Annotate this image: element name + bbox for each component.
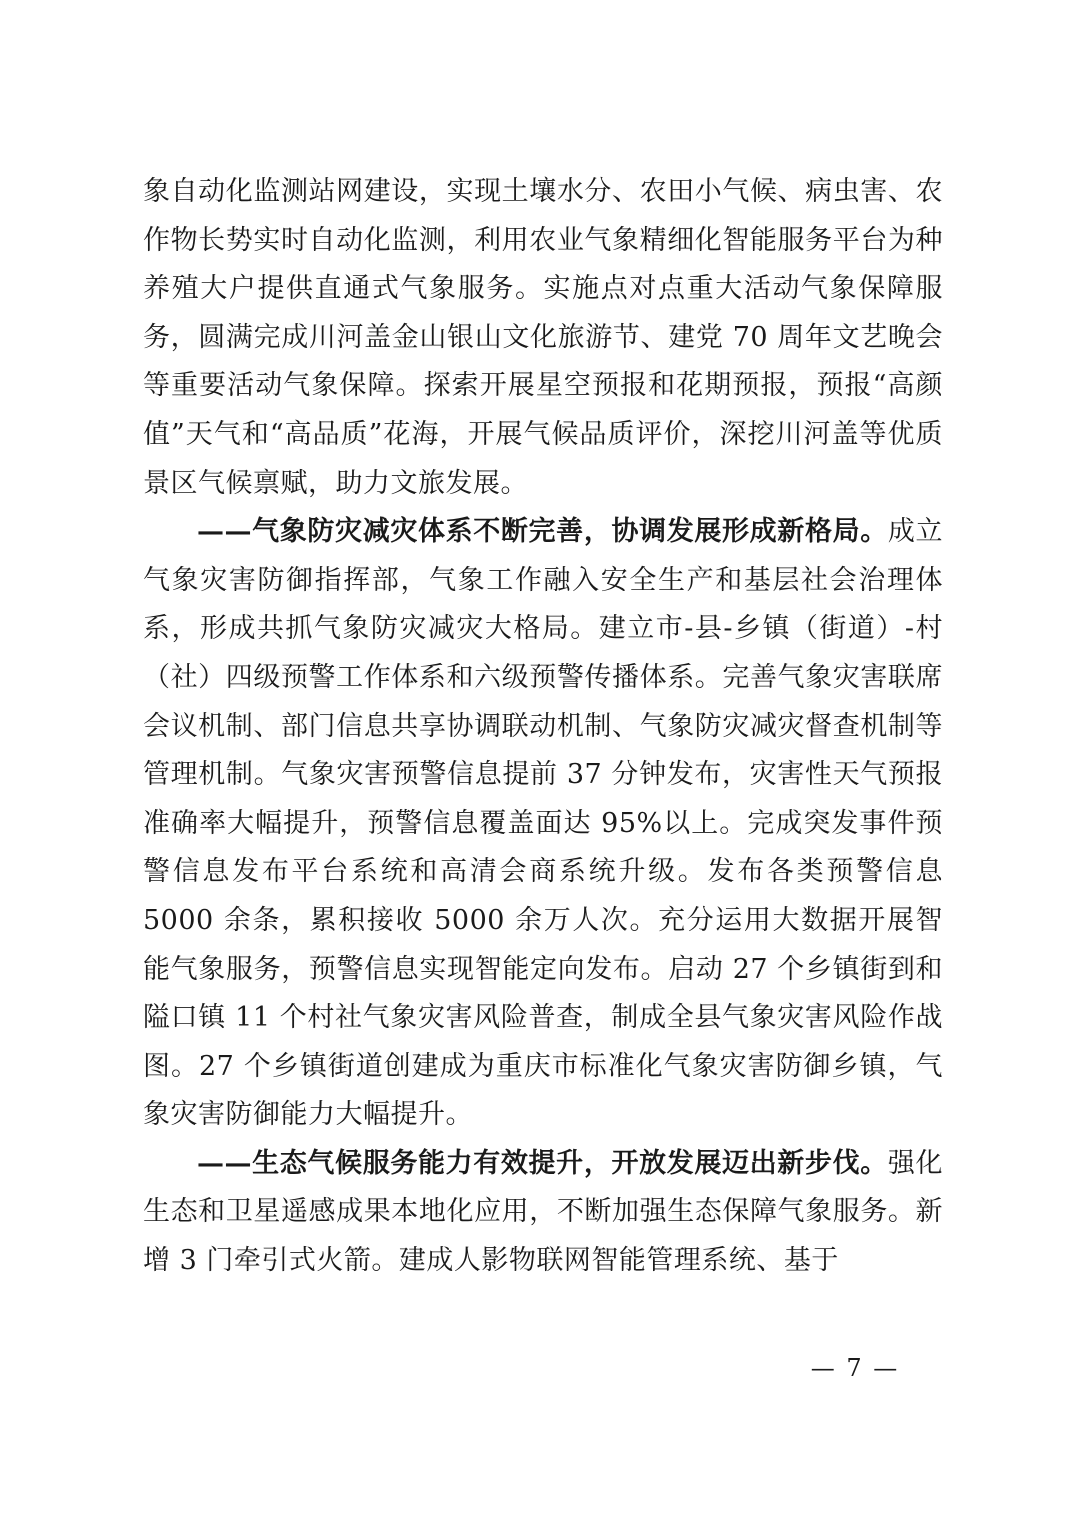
page-number: — 7 — (810, 1354, 900, 1382)
paragraph-lead: ——气象防灾减灾体系不断完善，协调发展形成新格局。 (197, 516, 888, 548)
paragraph-ecological-climate (143, 1140, 943, 1286)
document-body (143, 168, 943, 1286)
paragraph-text: 强化生态和卫星遥感成果本地化应用，不断加强生态保障气象服务。新增 3 门牵引式火箭。建成人影物联网智能管理系统、基于 (143, 1147, 943, 1277)
paragraph-lead: ——生态气候服务能力有效提升，开放发展迈出新步伐。 (197, 1147, 888, 1179)
paragraph-continuation (143, 168, 943, 508)
paragraph-disaster-prevention (143, 508, 943, 1140)
paragraph-text: 象自动化监测站网建设，实现土壤水分、农田小气候、病虫害、农作物长势实时自动化监测，利用农业气象精细化智能服务平台为种养殖大户提供直通式气象服务。实施点对点重大活动气象保障服务，圆满完成川河盖金山银山文化旅游节、建党 70 周年文艺晚会等重要活动气象保障。探索开展星空预报和花期预报，预报“高颜值”天气和“高品质”花海，开展气候品质评价，深挖川河盖等优质景区气候禀赋，助力文旅发展。 (143, 176, 943, 499)
paragraph-text: 成立气象灾害防御指挥部，气象工作融入安全生产和基层社会治理体系，形成共抓气象防灾减灾大格局。建立市-县-乡镇（街道）-村（社）四级预警工作体系和六级预警传播体系。完善气象灾害联席会议机制、部门信息共享协调联动机制、气象防灾减灾督查机制等管理机制。气象灾害预警信息提前 37 分钟发布，灾害性天气预报准确率大幅提升，预警信息覆盖面达 95%以上。完成突发事件预警信息发布平台系统和高清会商系统升级。发布各类预警信息 5000 余条，累积接收 5000 余万人次。充分运用大数据开展智能气象服务，预警信息实现智能定向发布。启动 27 个乡镇街到和隘口镇 11 个村社气象灾害风险普查，制成全县气象灾害风险作战图。27 个乡镇街道创建成为重庆市标准化气象灾害防御乡镇，气象灾害防御能力大幅提升。 (143, 516, 943, 1131)
